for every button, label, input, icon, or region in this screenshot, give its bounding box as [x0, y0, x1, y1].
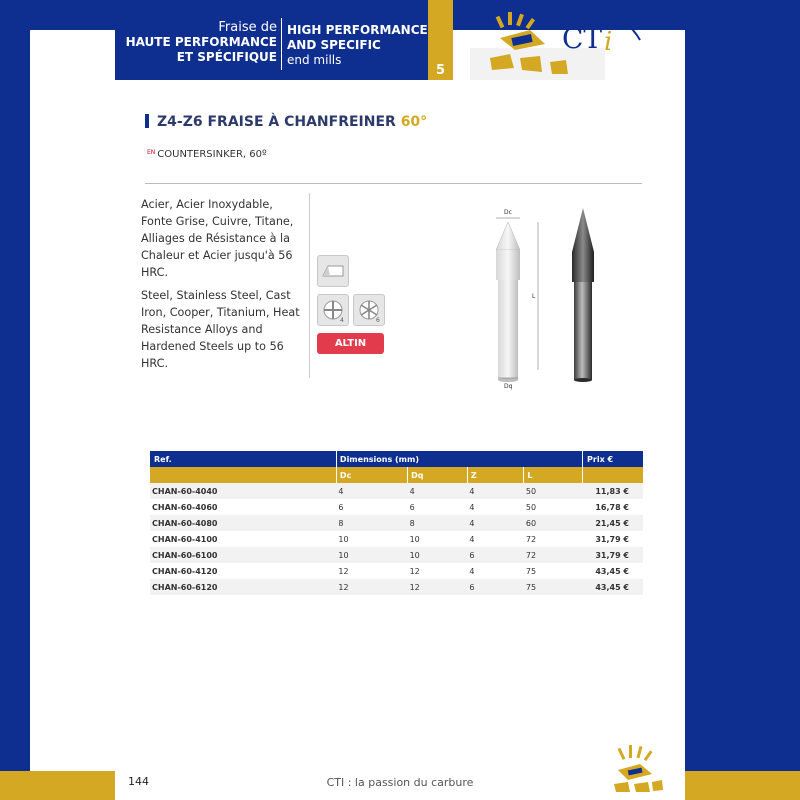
title-main: Z4-Z6 FRAISE À CHANFREINER	[157, 114, 401, 130]
header-en-line2: AND SPECIFIC	[287, 38, 381, 52]
header-en-line3: end mills	[287, 53, 342, 67]
left-frame	[0, 0, 30, 800]
vertical-divider	[309, 193, 310, 378]
cell-ref: CHAN-60-4100	[150, 531, 336, 547]
cell-dq: 8	[408, 515, 468, 531]
cell-l: 75	[524, 579, 583, 595]
cell-price: 31,79 €	[583, 547, 643, 563]
cell-price: 11,83 €	[583, 483, 643, 499]
cell-dq: 12	[408, 563, 468, 579]
chamfer-shape-icon	[317, 255, 349, 287]
product-title	[145, 114, 427, 130]
coating-badge: ALTIN	[317, 333, 384, 354]
table-row	[150, 547, 643, 563]
cell-ref: CHAN-60-4040	[150, 483, 336, 499]
countersinker-drawing	[480, 200, 620, 395]
cell-dc: 10	[336, 547, 407, 563]
cell-price: 21,45 €	[583, 515, 643, 531]
cell-price: 43,45 €	[583, 563, 643, 579]
four-flute-icon	[317, 294, 349, 326]
logo-text: CT	[562, 22, 603, 55]
title-angle: 60°	[400, 114, 428, 130]
col-price-header: Prix €	[583, 451, 643, 467]
cell-dc: 8	[336, 515, 407, 531]
header-fr-line3: ET SPÉCIFIQUE	[176, 50, 277, 64]
cell-dq: 4	[408, 483, 468, 499]
cell-price: 31,79 €	[583, 531, 643, 547]
header-fr-line2: HAUTE PERFORMANCE	[125, 35, 277, 49]
section-divider	[145, 183, 642, 184]
cell-z: 4	[467, 483, 524, 499]
cell-z: 4	[467, 563, 524, 579]
svg-text:i: i	[604, 27, 613, 57]
cell-price: 16,78 €	[583, 499, 643, 515]
col-dimensions-header: Dimensions (mm)	[336, 451, 582, 467]
cell-l: 75	[524, 563, 583, 579]
footer-tagline: CTI : la passion du carbure	[326, 776, 474, 789]
subheader-blank	[150, 467, 336, 483]
title-marker	[145, 114, 149, 128]
footer-band-left	[0, 771, 115, 800]
header-french	[115, 20, 277, 65]
table-row	[150, 499, 643, 515]
cell-dc: 4	[336, 483, 407, 499]
dc-label: Dc	[504, 209, 512, 216]
cell-ref: CHAN-60-6120	[150, 579, 336, 595]
cell-ref: CHAN-60-4060	[150, 499, 336, 515]
col-z-header: Z	[467, 467, 524, 483]
cell-dc: 10	[336, 531, 407, 547]
table-row	[150, 515, 643, 531]
subheader-price-blank	[583, 467, 643, 483]
cell-z: 4	[467, 499, 524, 515]
description-french: Acier, Acier Inoxydable, Fonte Grise, Cuivre, Titane, Alliages de Résistance à la Chaleur et Acier jusqu'à 56 HRC.	[141, 198, 294, 279]
cell-l: 60	[524, 515, 583, 531]
flute-count-4: 4	[340, 317, 344, 324]
cell-dq: 12	[408, 579, 468, 595]
page	[30, 30, 685, 800]
cti-logo	[470, 10, 645, 80]
header-divider	[281, 18, 282, 70]
cell-dc: 6	[336, 499, 407, 515]
cell-price: 43,45 €	[583, 579, 643, 595]
description-english: Steel, Stainless Steel, Cast Iron, Cooper, Titanium, Heat Resistance Alloys and Hardened Steels up to 56 HRC.	[141, 289, 300, 370]
cell-z: 4	[467, 515, 524, 531]
language-tag: EN	[147, 149, 156, 156]
cell-dq: 10	[408, 531, 468, 547]
col-ref-header: Ref.	[150, 451, 336, 467]
table-row	[150, 483, 643, 499]
cell-ref: CHAN-60-4080	[150, 515, 336, 531]
cell-dc: 12	[336, 579, 407, 595]
col-dq-header: Dq	[408, 467, 468, 483]
product-subtitle	[147, 149, 267, 160]
cell-dq: 6	[408, 499, 468, 515]
header-en-line1: HIGH PERFORMANCE	[287, 23, 428, 37]
table-row	[150, 563, 643, 579]
l-label: L	[532, 293, 536, 300]
page-number: 144	[128, 775, 149, 788]
price-table	[150, 451, 643, 595]
table-row	[150, 579, 643, 595]
cell-z: 6	[467, 579, 524, 595]
right-frame	[685, 0, 800, 800]
cell-l: 72	[524, 547, 583, 563]
header-english	[287, 23, 428, 68]
table-row	[150, 531, 643, 547]
cell-l: 50	[524, 483, 583, 499]
cell-dq: 10	[408, 547, 468, 563]
section-number: 5	[435, 63, 446, 78]
flute-count-6: 6	[376, 317, 380, 324]
cell-ref: CHAN-60-6100	[150, 547, 336, 563]
cell-dc: 12	[336, 563, 407, 579]
six-flute-icon	[353, 294, 385, 326]
cell-z: 6	[467, 547, 524, 563]
footer-logo-icon	[610, 744, 665, 794]
cell-l: 50	[524, 499, 583, 515]
cell-ref: CHAN-60-4120	[150, 563, 336, 579]
subtitle-text: COUNTERSINKER, 60º	[157, 149, 267, 160]
table-subheader-row	[150, 467, 643, 483]
footer-band-right	[685, 771, 800, 800]
header-fr-line1: Fraise de	[218, 20, 277, 35]
table-header-row	[150, 451, 643, 467]
cell-z: 4	[467, 531, 524, 547]
col-l-header: L	[524, 467, 583, 483]
cell-l: 72	[524, 531, 583, 547]
dq-label: Dq	[504, 383, 513, 390]
col-dc-header: Dc	[336, 467, 407, 483]
